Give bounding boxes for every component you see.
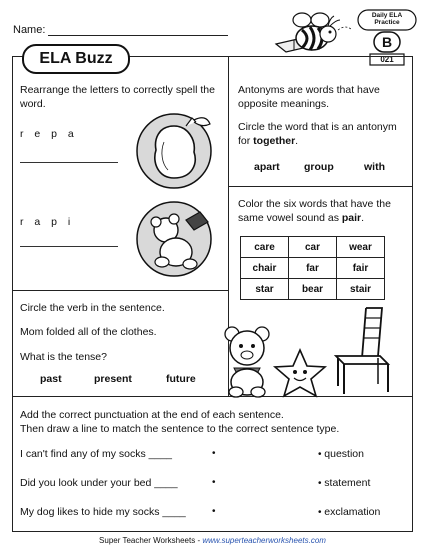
antonym-prompt-end: . <box>295 135 299 147</box>
vowel-cell-fair[interactable]: fair <box>337 258 385 279</box>
sentence-type-exclamation-label: exclamation <box>324 506 381 518</box>
vowel-cell-car[interactable]: car <box>289 237 337 258</box>
sentence-type-exclamation[interactable]: • exclamation <box>318 506 381 518</box>
badge-line-1: Daily ELA <box>371 12 403 19</box>
footer-url[interactable]: www.superteacherworksheets.com <box>202 536 326 545</box>
sentence-type-question-label: question <box>324 448 364 460</box>
divider-bottom <box>12 396 413 397</box>
antonym-choice-group[interactable]: group <box>304 161 334 173</box>
spelling-instruction: Rearrange the letters to correctly spell the word. <box>20 84 215 110</box>
sentence-type-statement[interactable]: • statement <box>318 477 371 489</box>
vowel-word-grid <box>240 236 385 300</box>
antonym-choice-with[interactable]: with <box>364 161 385 173</box>
vowel-cell-chair[interactable]: chair <box>241 258 289 279</box>
match-dot-left-2[interactable]: • <box>212 477 216 488</box>
vowel-cell-bear[interactable]: bear <box>289 279 337 300</box>
vowel-cell-care[interactable]: care <box>241 237 289 258</box>
match-dot-left-3[interactable]: • <box>212 506 216 517</box>
vowel-target-word: pair <box>341 212 362 224</box>
vowel-prompt-end: . <box>361 212 365 224</box>
footer <box>0 536 425 545</box>
star-character-icon <box>272 348 328 398</box>
vowel-prompt <box>238 197 410 225</box>
badge-line-2: Practice <box>374 19 400 26</box>
sentence-3: My dog likes to hide my socks ____ <box>20 506 186 518</box>
footer-brand: Super Teacher Worksheets - <box>99 536 203 545</box>
vowel-cell-far[interactable]: far <box>289 258 337 279</box>
teddy-bear-icon <box>134 200 224 278</box>
verb-instruction: Circle the verb in the sentence. <box>20 302 165 314</box>
scrambled-word-2: r a p i <box>20 216 75 228</box>
chair-icon <box>330 306 402 396</box>
name-input-line[interactable] <box>48 35 228 36</box>
tense-choice-future[interactable]: future <box>166 373 196 385</box>
bee-icon <box>272 8 352 54</box>
answer-line-2[interactable] <box>20 246 118 247</box>
antonym-prompt-text: Circle the word that is an antonym for <box>238 121 397 147</box>
antonym-choice-apart[interactable]: apart <box>254 161 280 173</box>
sentence-type-statement-label: statement <box>324 477 371 489</box>
badge-letter: B <box>381 34 393 50</box>
vowel-cell-stair[interactable]: stair <box>337 279 385 300</box>
name-label: Name: <box>13 24 46 36</box>
page-title: ELA Buzz <box>22 44 130 74</box>
antonym-target-word: together <box>253 135 296 147</box>
divider-left <box>12 290 228 291</box>
tense-choice-past[interactable]: past <box>40 373 62 385</box>
sentence-type-question[interactable]: • question <box>318 448 364 460</box>
divider-right-top <box>228 186 412 187</box>
antonym-definition: Antonyms are words that have opposite meanings. <box>238 84 380 110</box>
answer-line-1[interactable] <box>20 162 118 163</box>
match-dot-left-1[interactable]: • <box>212 448 216 459</box>
vowel-cell-star[interactable]: star <box>241 279 289 300</box>
scrambled-word-1: r e p a <box>20 128 78 140</box>
pear-icon <box>134 112 224 190</box>
vowel-cell-wear[interactable]: wear <box>337 237 385 258</box>
antonym-prompt <box>238 120 408 148</box>
vowel-prompt-text: Color the six words that have the same vowel sound as <box>238 198 391 224</box>
sentence-1: I can't find any of my socks ____ <box>20 448 172 460</box>
verb-sentence: Mom folded all of the clothes. <box>20 326 157 338</box>
punctuation-instruction-2: Then draw a line to match the sentence to the correct sentence type. <box>20 423 340 435</box>
punctuation-instruction-1: Add the correct punctuation at the end of each sentence. <box>20 409 284 421</box>
badge-number: 021 <box>380 55 394 64</box>
tense-question: What is the tense? <box>20 351 107 363</box>
sentence-2: Did you look under your bed ____ <box>20 477 178 489</box>
tense-choice-present[interactable]: present <box>94 373 132 385</box>
